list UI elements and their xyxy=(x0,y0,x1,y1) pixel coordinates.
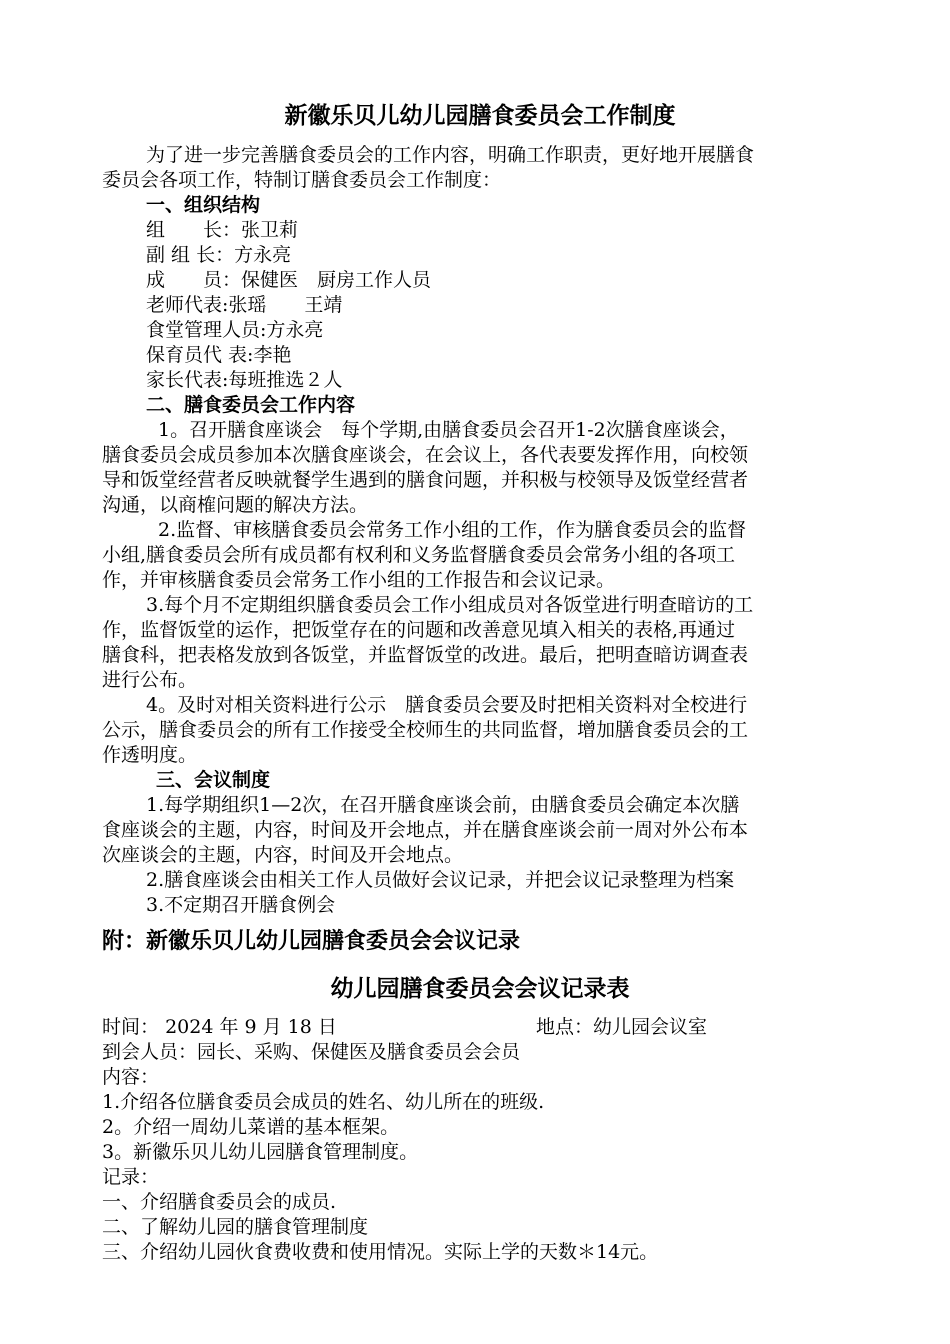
member-row xyxy=(146,243,291,267)
member-row xyxy=(146,318,323,342)
member-role: 成 员： xyxy=(146,269,242,291)
paragraph-line: 导和饭堂经营者反映就餐学生遇到的膳食问题，并积极与校领导及饭堂经营者 xyxy=(102,469,749,491)
intro-line-2: 委员会各项工作，特制订膳食委员会工作制度： xyxy=(102,169,502,191)
paragraph-line: 作透明度。 xyxy=(102,744,198,766)
content-item: 2。介绍一周幼儿菜谱的基本框架。 xyxy=(102,1116,400,1138)
member-role: 保育员代 表: xyxy=(146,344,254,366)
member-role: 老师代表: xyxy=(146,294,229,316)
paragraph-line: 公示，膳食委员会的所有工作接受全校师生的共同监督，增加膳食委员会的工 xyxy=(102,719,749,741)
paragraph-line: 食座谈会的主题，内容，时间及开会地点，并在膳食座谈会前一周对外公布本 xyxy=(102,819,749,841)
record-attendees: 到会人员：园长、采购、保健医及膳食委员会会员 xyxy=(102,1041,521,1063)
member-row xyxy=(146,368,342,392)
paragraph-line: 次座谈会的主题，内容，时间及开会地点。 xyxy=(102,844,464,866)
notes-label: 记录： xyxy=(102,1166,160,1188)
paragraph-line: 小组,膳食委员会所有成员都有权利和义务监督膳食委员会常务小组的各项工 xyxy=(102,544,736,566)
paragraph-line: 1。召开膳食座谈会 每个学期,由膳食委员会召开1-2次膳食座谈会， xyxy=(158,419,739,441)
document-title: 新徽乐贝儿幼儿园膳食委员会工作制度 xyxy=(284,103,676,129)
place-label: 地点： xyxy=(536,1016,594,1038)
intro-line-1: 为了进一步完善膳食委员会的工作内容，明确工作职责，更好地开展膳食 xyxy=(146,144,755,166)
place-value: 幼儿园会议室 xyxy=(593,1016,708,1038)
section-heading-work-content: 二、膳食委员会工作内容 xyxy=(146,394,356,416)
member-role: 组 长： xyxy=(146,219,242,241)
content-item: 3。新徽乐贝儿幼儿园膳食管理制度。 xyxy=(102,1141,419,1163)
paragraph-line: 2.监督、审核膳食委员会常务工作小组的工作，作为膳食委员会的监督 xyxy=(158,519,747,541)
member-name: 张瑶 王靖 xyxy=(228,294,343,316)
member-role: 家长代表: xyxy=(146,369,229,391)
notes-item: 三、介绍幼儿园伙食费收费和使用情况。实际上学的天数＊14元。 xyxy=(102,1241,659,1263)
paragraph-line: 膳食委员会成员参加本次膳食座谈会，在会议上，各代表要发挥作用，向校领 xyxy=(102,444,749,466)
paragraph-line: 作，监督饭堂的运作，把饭堂存在的问题和改善意见填入相关的表格,再通过 xyxy=(102,619,736,641)
paragraph-line: 4。及时对相关资料进行公示 膳食委员会要及时把相关资料对全校进行 xyxy=(146,694,748,716)
paragraph-line: 2.膳食座谈会由相关工作人员做好会议记录，并把会议记录整理为档案 xyxy=(146,869,735,891)
attachment-title: 附：新徽乐贝儿幼儿园膳食委员会会议记录 xyxy=(102,929,521,954)
member-name: 方永亮 xyxy=(234,244,292,266)
content-label: 内容： xyxy=(102,1066,160,1088)
paragraph-line: 3.每个月不定期组织膳食委员会工作小组成员对各饭堂进行明查暗访的工 xyxy=(146,594,754,616)
member-name: 李艳 xyxy=(253,344,292,366)
time-label: 时间： xyxy=(102,1016,160,1038)
paragraph-line: 沟通，以商榷问题的解决方法。 xyxy=(102,494,369,516)
section-heading-organization: 一、组织结构 xyxy=(146,194,261,216)
member-name: 每班推选２人 xyxy=(228,369,343,391)
paragraph-line: 进行公布。 xyxy=(102,669,198,691)
notes-item: 二、了解幼儿园的膳食管理制度 xyxy=(102,1216,369,1238)
record-table-title: 幼儿园膳食委员会会议记录表 xyxy=(330,976,630,1002)
paragraph-line: 膳食科，把表格发放到各饭堂，并监督饭堂的改进。最后，把明查暗访调查表 xyxy=(102,644,749,666)
member-role: 食堂管理人员: xyxy=(146,319,267,341)
paragraph-line: 作，并审核膳食委员会常务工作小组的工作报告和会议记录。 xyxy=(102,569,616,591)
member-name: 张卫莉 xyxy=(241,219,299,241)
member-role: 副 组 长： xyxy=(146,244,235,266)
record-place xyxy=(536,1015,707,1039)
member-row xyxy=(146,268,431,292)
member-row xyxy=(146,343,291,367)
content-item: 1.介绍各位膳食委员会成员的姓名、幼儿所在的班级. xyxy=(102,1091,545,1113)
notes-item: 一、介绍膳食委员会的成员. xyxy=(102,1191,337,1213)
record-time xyxy=(102,1015,337,1039)
paragraph-line: 1.每学期组织1—2次，在召开膳食座谈会前，由膳食委员会确定本次膳 xyxy=(146,794,740,816)
member-name: 方永亮 xyxy=(266,319,324,341)
member-name: 保健医 厨房工作人员 xyxy=(241,269,432,291)
member-row xyxy=(146,293,342,317)
section-heading-meeting-rules: 三、会议制度 xyxy=(156,769,271,791)
member-row xyxy=(146,218,298,242)
time-value: 2024 年 9 月 18 日 xyxy=(165,1016,337,1038)
paragraph-line: 3.不定期召开膳食例会 xyxy=(146,894,336,916)
